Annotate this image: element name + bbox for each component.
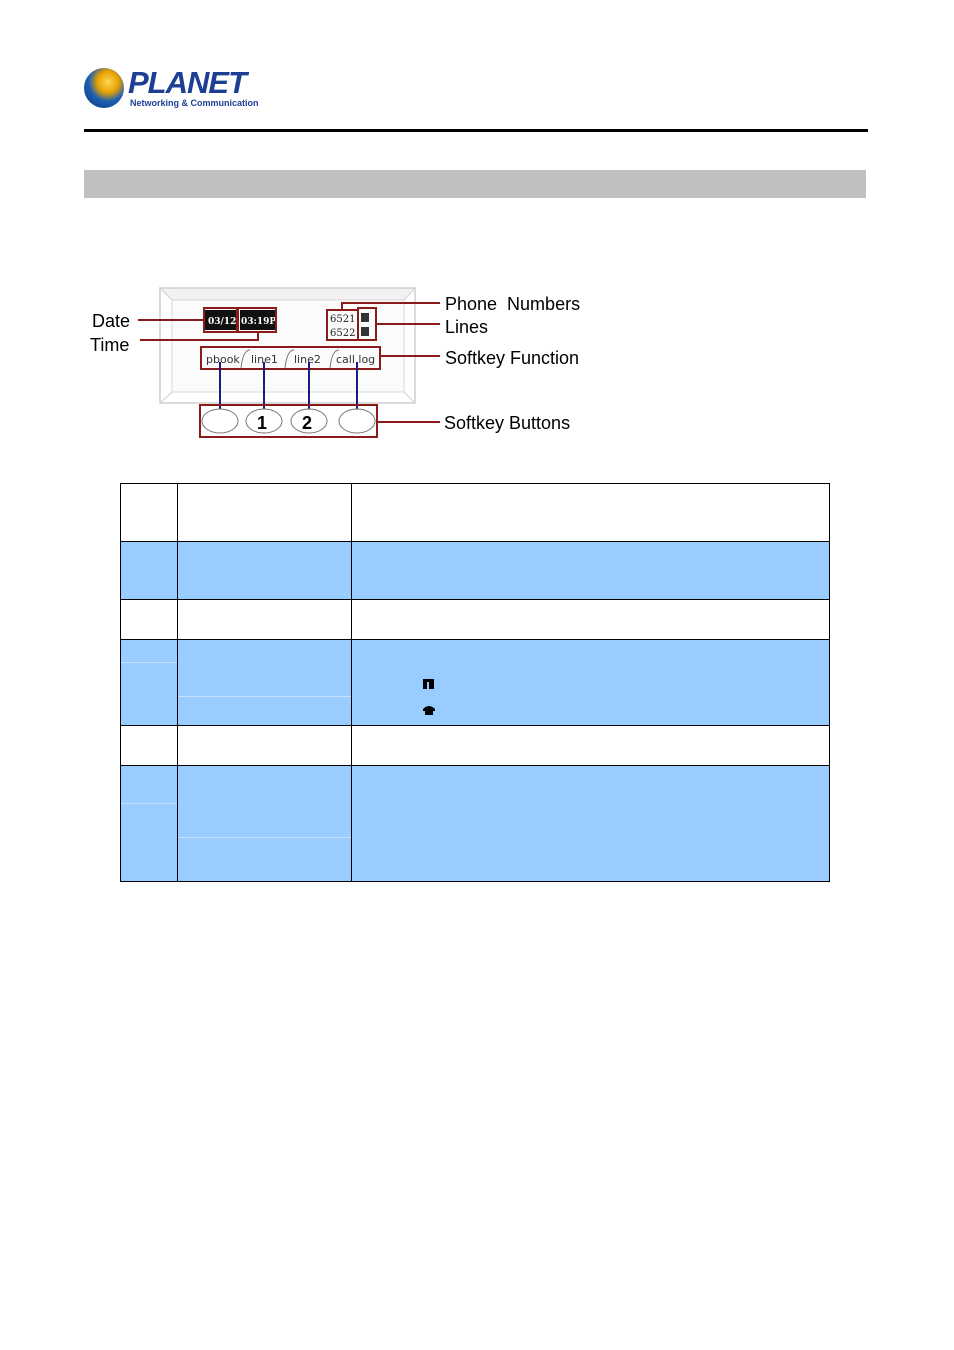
table-row xyxy=(121,600,830,640)
phone-onhook-icon xyxy=(422,704,436,716)
table-cell xyxy=(177,726,351,766)
lcd-bezel xyxy=(160,288,415,403)
phone-offhook-icon xyxy=(361,313,369,322)
table-cell xyxy=(177,600,351,640)
logo-word: PLANET xyxy=(128,65,246,100)
phone-display-diagram xyxy=(0,0,954,460)
table-row xyxy=(121,726,830,766)
table-row xyxy=(121,766,830,882)
table-cell xyxy=(121,542,178,600)
date-value: 03/12 xyxy=(208,317,237,327)
table-cell xyxy=(352,484,830,542)
softkey-button-4 xyxy=(339,409,375,433)
table-cell xyxy=(121,726,178,766)
table-cell xyxy=(352,542,830,600)
table-cell xyxy=(352,726,830,766)
display-items-table xyxy=(120,483,830,882)
softkey-label-1: pbook xyxy=(206,353,240,366)
phone-number-1: 6521 xyxy=(330,314,356,325)
label-softkey-buttons: Softkey Buttons xyxy=(444,413,571,433)
label-phone-numbers: Phone Numbers xyxy=(445,294,581,314)
softkey-buttons xyxy=(200,405,377,437)
softkey-button-digit-1: 1 xyxy=(257,413,268,433)
softkey-label-2: line1 xyxy=(251,353,278,366)
table-cell xyxy=(177,484,351,542)
table-cell xyxy=(121,484,178,542)
logo-tagline: Networking & Communication xyxy=(130,98,259,108)
softkey-label-3: line2 xyxy=(294,353,321,366)
table-row xyxy=(121,640,830,726)
phone-onhook-icon xyxy=(361,327,369,336)
label-date: Date xyxy=(92,311,131,331)
table-cell xyxy=(352,640,830,726)
table-cell xyxy=(121,640,178,726)
phone-offhook-icon xyxy=(422,678,436,690)
label-lines: Lines xyxy=(445,317,489,337)
label-time: Time xyxy=(90,335,130,355)
softkey-label-4: call log xyxy=(336,353,376,366)
table-cell xyxy=(177,542,351,600)
table-row xyxy=(121,542,830,600)
table-cell xyxy=(352,600,830,640)
table-cell xyxy=(177,766,351,882)
table-row xyxy=(121,484,830,542)
table-cell xyxy=(177,640,351,726)
time-value: 03:19P xyxy=(241,317,277,327)
table-cell xyxy=(121,600,178,640)
table-cell xyxy=(121,766,178,882)
softkey-button-1 xyxy=(202,409,238,433)
table-cell xyxy=(352,766,830,882)
phone-number-2: 6522 xyxy=(330,328,356,339)
softkey-button-digit-2: 2 xyxy=(302,413,313,433)
label-softkey-function: Softkey Function xyxy=(445,348,580,368)
